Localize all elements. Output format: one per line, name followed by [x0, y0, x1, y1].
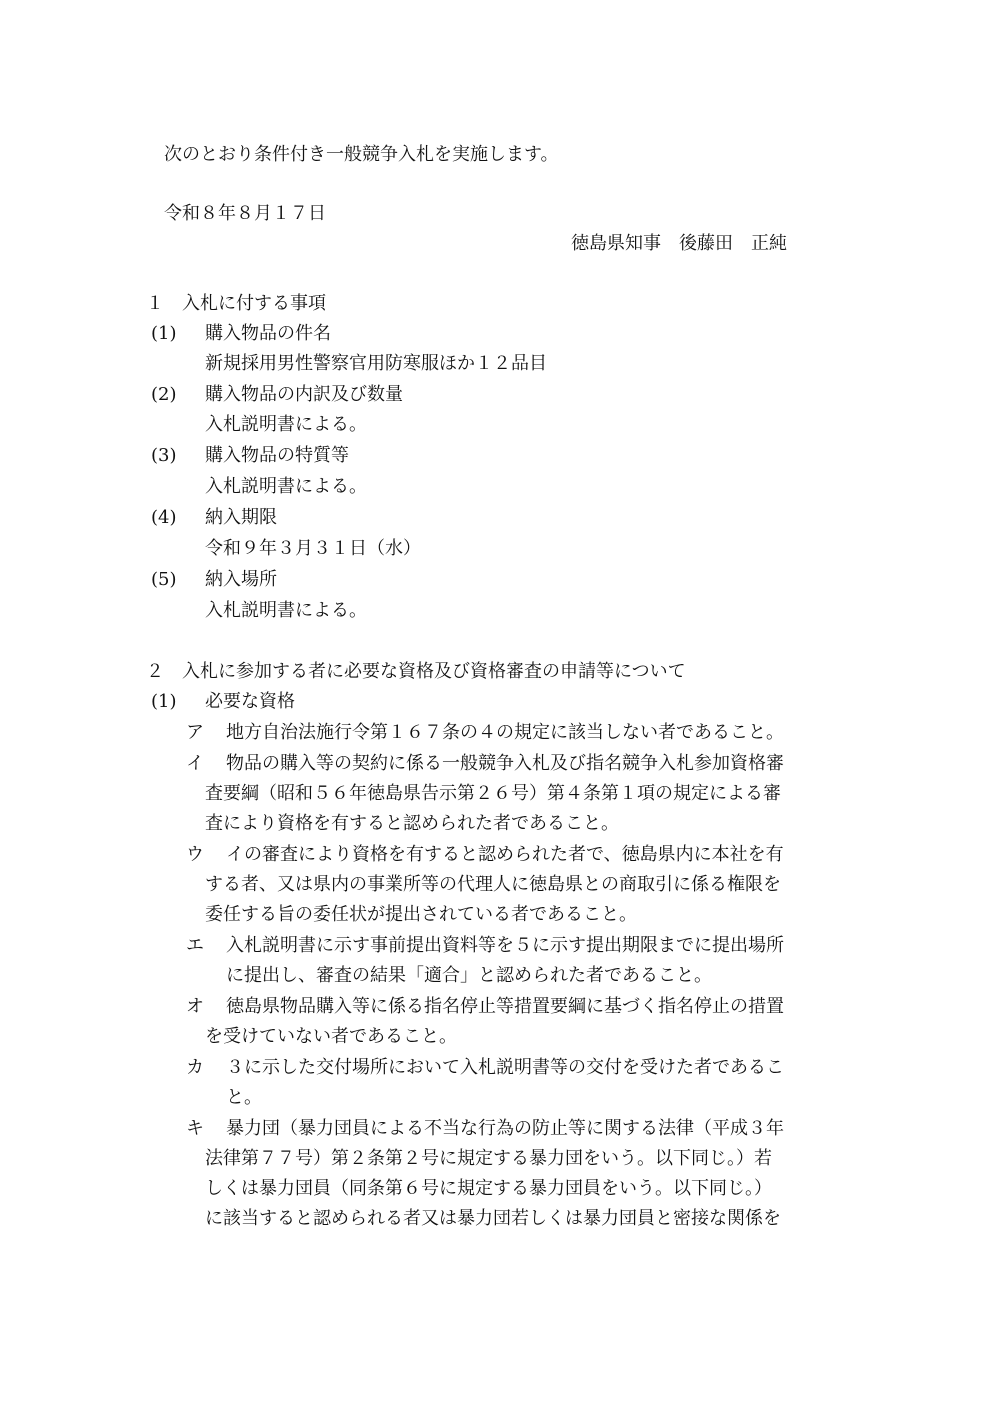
condition-line: 徳島県物品購入等に係る指名停止等措置要綱に基づく指名停止の措置	[226, 996, 784, 1017]
condition-line: しくは暴力団員（同条第６号に規定する暴力団員をいう。以下同じ。）	[205, 1178, 772, 1199]
condition-mark: カ	[186, 1057, 204, 1078]
condition-line: イの審査により資格を有すると認められた者で、徳島県内に本社を有	[226, 844, 784, 865]
item-label: 納入期限	[205, 507, 277, 528]
condition-mark: ア	[186, 722, 204, 743]
condition-line: 法律第７７号）第２条第２号に規定する暴力団をいう。以下同じ。）若	[205, 1148, 772, 1169]
item-value: 令和９年３月３１日（水）	[205, 538, 421, 559]
subsection-label: 必要な資格	[205, 691, 295, 712]
condition-line: と。	[226, 1087, 262, 1108]
item-number: (2)	[151, 384, 177, 405]
item-number: (3)	[151, 445, 177, 466]
condition-mark: オ	[186, 996, 204, 1017]
item-number: (1)	[151, 323, 177, 344]
item-value: 入札説明書による。	[205, 600, 367, 621]
signer-name: 徳島県知事 後藤田 正純	[571, 233, 787, 254]
condition-line: する者、又は県内の事業所等の代理人に徳島県との商取引に係る権限を	[205, 874, 781, 895]
condition-line: を受けていない者であること。	[205, 1026, 457, 1047]
condition-line: に該当すると認められる者又は暴力団若しくは暴力団員と密接な関係を	[205, 1208, 781, 1229]
condition-line: 査により資格を有すると認められた者であること。	[205, 813, 619, 834]
subsection-number: (1)	[151, 691, 177, 712]
condition-mark: イ	[186, 753, 204, 774]
section2-title: ２ 入札に参加する者に必要な資格及び資格審査の申請等について	[146, 661, 686, 682]
item-value: 新規採用男性警察官用防寒服ほか１２品目	[205, 353, 547, 374]
condition-line: 暴力団（暴力団員による不当な行為の防止等に関する法律（平成３年	[226, 1118, 784, 1139]
item-label: 購入物品の件名	[205, 323, 331, 344]
item-number: (4)	[151, 507, 177, 528]
condition-mark: エ	[186, 935, 204, 956]
item-value: 入札説明書による。	[205, 414, 367, 435]
condition-line: 査要綱（昭和５６年徳島県告示第２６号）第４条第１項の規定による審	[205, 783, 781, 804]
condition-line: ３に示した交付場所において入札説明書等の交付を受けた者であるこ	[226, 1057, 784, 1078]
notice-date: 令和８年８月１７日	[164, 203, 326, 224]
item-number: (5)	[151, 569, 177, 590]
intro-text: 次のとおり条件付き一般競争入札を実施します。	[164, 144, 559, 165]
condition-line: 物品の購入等の契約に係る一般競争入札及び指名競争入札参加資格審	[226, 753, 784, 774]
condition-line: 委任する旨の委任状が提出されている者であること。	[205, 904, 637, 925]
item-value: 入札説明書による。	[205, 476, 367, 497]
condition-mark: キ	[186, 1118, 204, 1139]
condition-line: 入札説明書に示す事前提出資料等を５に示す提出期限までに提出場所	[226, 935, 784, 956]
section1-title: １ 入札に付する事項	[146, 293, 326, 314]
condition-mark: ウ	[186, 844, 204, 865]
item-label: 購入物品の特質等	[205, 445, 349, 466]
item-label: 納入場所	[205, 569, 277, 590]
item-label: 購入物品の内訳及び数量	[205, 384, 403, 405]
condition-line: に提出し、審査の結果「適合」と認められた者であること。	[226, 965, 712, 986]
condition-line: 地方自治法施行令第１６７条の４の規定に該当しない者であること。	[226, 722, 784, 743]
